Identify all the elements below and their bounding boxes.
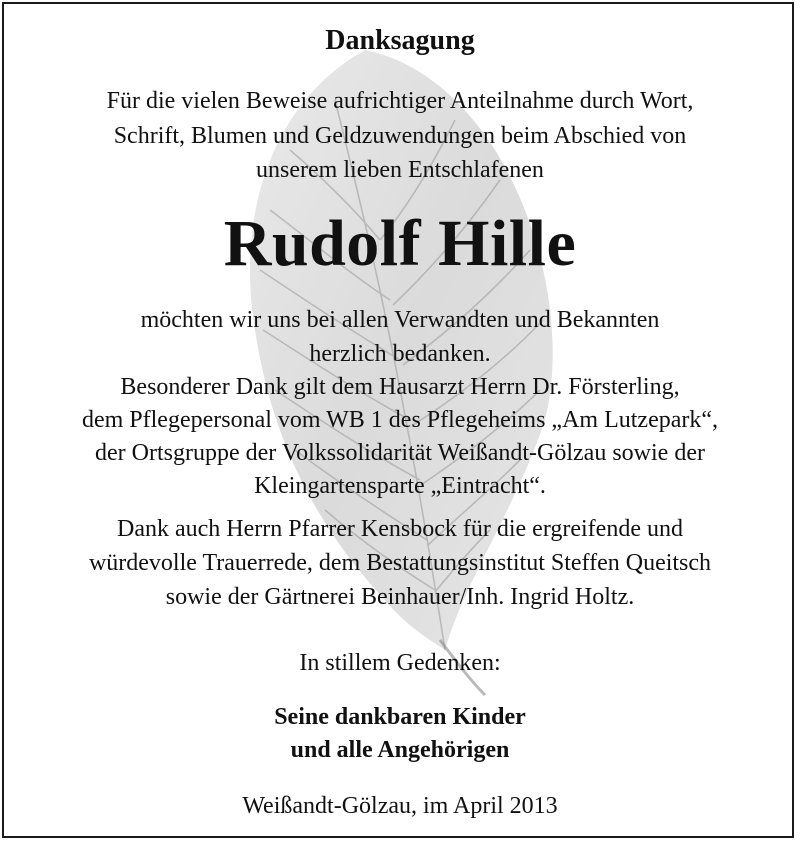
intro-line: Schrift, Blumen und Geldzuwendungen beim Abschied von [113, 123, 687, 149]
thanks-line: Kleingartensparte „Eintracht“. [254, 473, 546, 499]
deceased-name: Rudolf Hille [223, 207, 577, 280]
thanks-line: der Ortsgruppe der Volkssolidarität Weißandt-Gölzau sowie der [95, 440, 705, 466]
further-thanks-line: Dank auch Herrn Pfarrer Kensbock für die ergreifende und [117, 516, 683, 542]
closing-text: In stillem Gedenken: [299, 650, 501, 676]
further-thanks-line: sowie der Gärtnerei Beinhauer/Inh. Ingrid Holtz. [165, 584, 635, 610]
thanks-line: dem Pflegepersonal vom WB 1 des Pflegeheims „Am Lutzepark“, [81, 407, 719, 433]
thanks-line: herzlich bedanken. [309, 341, 491, 367]
thanks-line: möchten wir uns bei allen Verwandten und Bekannten [140, 307, 660, 333]
notice-heading: Danksagung [325, 25, 475, 56]
further-thanks-line: würdevolle Trauerrede, dem Bestattungsinstitut Steffen Queitsch [88, 550, 712, 576]
place-date: Weißandt-Gölzau, im April 2013 [242, 793, 558, 819]
intro-line: unserem lieben Entschlafenen [256, 157, 544, 183]
thanks-line: Besonderer Dank gilt dem Hausarzt Herrn Dr. Försterling, [120, 374, 680, 400]
intro-line: Für die vielen Beweise aufrichtiger Anteilnahme durch Wort, [106, 88, 694, 114]
signature-line: und alle Angehörigen [290, 737, 510, 763]
signature-line: Seine dankbaren Kinder [274, 704, 526, 730]
